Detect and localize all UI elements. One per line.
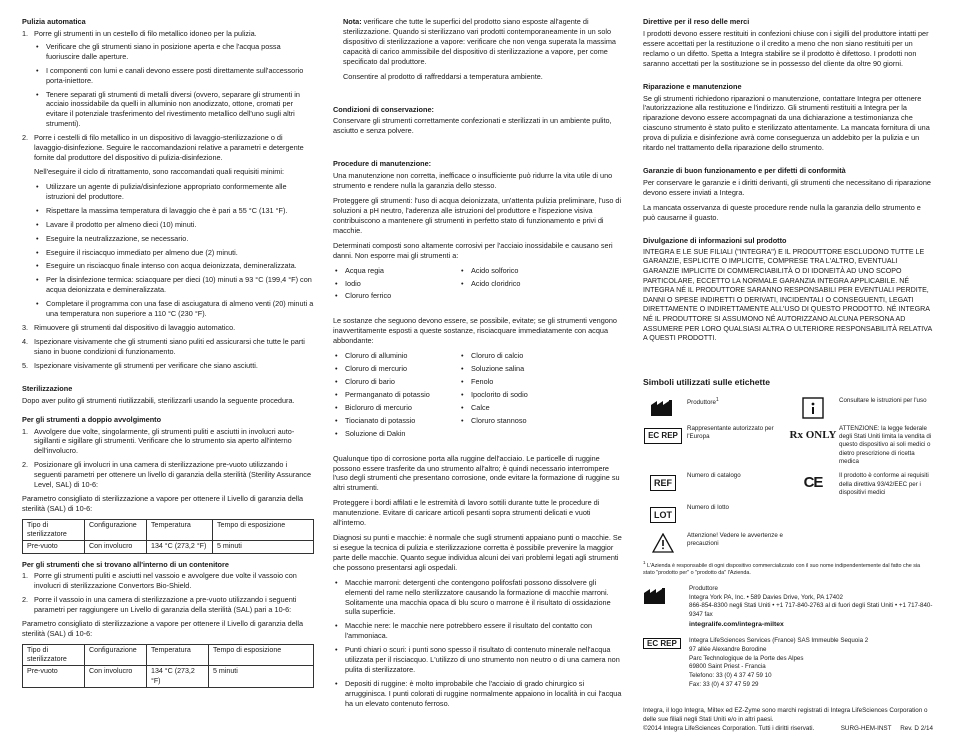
list-item: • Eseguire un risciacquo finale intenso con acqua deionizzata, demineralizzata. (34, 261, 314, 271)
storage-text: Conservare gli strumenti correttamente confezionati e sterilizzati in un ambiente pulito, asciutto e senza polvere. (333, 116, 612, 136)
footer (643, 707, 933, 733)
list-item: • Acido solforico (459, 266, 623, 276)
ec-rep-icon: EC REP (643, 637, 683, 689)
table-cell: Pre-vuoto (23, 541, 85, 553)
list-item: • Punti chiari o scuri: i punti sono spesso il risultato di contenuto minerale nell'acqua utilizzata per il risciacquo. L'utilizzo di uno strumento non neutro o di una camera non pulita di sterilizzatore. (333, 645, 623, 675)
substances-list (333, 351, 623, 441)
heading-double-wrap: Per gli strumenti a doppio avvolgimento (22, 414, 162, 424)
trademark-notice: Integra, il logo Integra, Miltex ed EZ-Zyme sono marchi registrati di Integra LifeSciences Corporation o delle sue filiali negli Stati Uniti e/o in altri paesi. (643, 707, 928, 723)
ref-icon: REF (643, 472, 683, 494)
list-item: • Tenere separati gli strumenti di metalli diversi (ovvero, separare gli strumenti in acciaio inossidabile da quelli in alluminio non anodizzato, ottone, cromati per evitare il potenziale trasferimento del rivestimento metallico dell'uno sugli altri strumenti). (34, 90, 314, 130)
list-item: • Cloruro di bario (333, 377, 449, 387)
corrosive-list (333, 266, 623, 305)
ec-rep-icon: EC REP (643, 425, 683, 447)
table-header-row (23, 644, 314, 665)
list-item: • Per la disinfezione termica: sciacquare per dieci (10) minuti a 93 °C (199,4 °F) con acqua deionizzata e demineralizzata. (34, 275, 314, 295)
step-1: 1. Avvolgere due volte, singolarmente, gli strumenti puliti e asciutti in involucri auto-sigillanti e sigillare gli strumenti. Verificare che lo strumento sia aperto all'interno dell'involucro. (22, 426, 295, 456)
copyright: ©2014 Integra LifeSciences Corporation. Tutti i diritti riservati. (643, 724, 815, 732)
container-steps (22, 571, 314, 615)
heading-container: Per gli strumenti che si trovano all'interno di un contenitore (22, 559, 229, 569)
heading-sterilization: Sterilizzazione (22, 383, 73, 393)
heading-returns: Direttive per il reso delle merci (643, 17, 750, 26)
heading-auto-cleaning: Pulizia automatica (22, 17, 86, 26)
list-item: • Iodio (333, 279, 449, 289)
symbols-title: Simboli utilizzati sulle etichette (643, 377, 771, 387)
step-1-bullets (34, 42, 314, 129)
maintenance-text-1: Una manutenzione non corretta, inefficace o insufficiente può ridurre la vita utile di uno strumento e rendere nulla la garanzia dello stesso. (333, 171, 613, 191)
manufacturer-icon (643, 397, 683, 419)
disclosure-text: INTEGRA E LE SUE FILIALI ("INTEGRA") E IL PRODUTTORE ESCLUDONO TUTTE LE GARANZIE, ESPLICITE O IMPLICITE, COMPRESE TRA L'ALTRO, EVENTUALI GARANZIE IMPLICITE DI COMMERCIABILITÀ O DI IDONEITÀ AD UNO SCOPO PARTICOLARE, ECCETTO LA NORMALE GARANZIA INTEGRA APPLICABILE. NÉ INTEGRA NÉ IL PRODUTTORE SARANNO RESPONSABILI PER EVENTUALI PERDITE, DANNI O SPESE INDIRETTI O DERIVATI, INCIDENTALI O CONSEGUENTI, LEGATI DIRETTAMENTE O INDIRETTAMENTE ALL'USO DI QUESTO PRODOTTO. NÉ INTEGRA NÉ IL PRODUTTORE SI ASSUMONO NÉ AUTORIZZANO ALCUNA PERSONA AD ASSUMERE PER LORO QUALSIASI ALTRA O ULTERIORE RESPONSABILITÀ RELATIVA A QUESTI PRODOTTI. (643, 247, 932, 343)
table-header: Tipo di sterilizzatore (23, 519, 85, 540)
param-note-2: Parametro consigliato di sterilizzazione a vapore per ottenere il Livello di garanzia della sterilità (SAL) di 10-6: (22, 619, 304, 639)
list-item: • Lavare il prodotto per almeno dieci (10) minuti. (34, 220, 314, 230)
rx-only-icon: Rx ONLY (789, 429, 837, 442)
ec-rep-block: EC REP Integra LifeSciences Services (France) SAS Immeuble Sequoia 2 97 allée Alexandre Borodine Parc Technologique de la Porte des Alpes 69800 Saint Priest - Francia Telefono: 33 (0) 4 37 47 59 10 Fax: 33 (0) 4 37 47 59 29 (643, 637, 933, 689)
sterilization-table-2 (22, 644, 314, 688)
lot-icon: LOT (643, 504, 683, 526)
table-cell: Con involucro (85, 541, 147, 553)
note-paragraph: Nota: verificare che tutte le superfici del prodotto siano esposte all'agente di sterilizzazione. Quando si sterilizzano vari prodotti contemporaneamente in un solo dispositivo di sterilizzazione a vapore: verificare che non venga superata la massima capacità di carico ammissibile del dispositivo di sterilizzazione a vapore, per come specificato dal produttore. (343, 17, 616, 66)
table-cell: 5 minuti (213, 541, 314, 553)
list-item: • Bicloruro di mercurio (333, 403, 449, 413)
step-3: 3. Rimuovere gli strumenti dal dispositivo di lavaggio automatico. (22, 323, 236, 333)
instructions-icon (791, 397, 835, 419)
step-2: 2. Posizionare gli involucri in una camera di sterilizzazione pre-vuoto utilizzando i seguenti parametri per ottenere un livello di garanzia della sterilità (Sterility Assurance Level, SAL) di 10-6: (22, 460, 312, 490)
table-header: Tipo di sterilizzatore (23, 644, 85, 665)
maintenance-text-2: Proteggere gli strumenti: l'uso di acqua deionizzata, un'attenta pulizia preliminare, l'uso di soluzioni a pH neutro, l'aderenza alle istruzioni del produttore e l'ispezione visiva contribuiscono a mantenere gli strumenti in perfetto stato di funzionamento e privi di macchie. (333, 196, 622, 235)
rust-text-3: Diagnosi su punti e macchie: è normale che sugli strumenti appaiano punti o macchie. Se si esegue la tecnica di pulizia e sterilizzazione corretta è possibile prevenire la maggior parte delle macchie. Quanto segue individua alcuni dei vari problemi legati agli strumenti che possono presentarsi agli ospedali. (333, 533, 622, 572)
list-item: • Depositi di ruggine: è molto improbabile che l'acciaio di grado chirurgico si arrugginisca. I punti colorati di ruggine normalmente appaiono in località in cui l'acqua ha un elevato contenuto ferroso. (333, 679, 623, 709)
list-item: • Fenolo (459, 377, 623, 387)
repair-text: Se gli strumenti richiedono riparazioni o manutenzione, contattare Integra per ottenere l'autorizzazione alla restituzione e l'indirizzo. Gli strumenti restituiti a Integra per la riparazione devono essere accompagnati da una dichiarazione a testimonianza che ciascuno strumento è stato pulito e sterilizzato attentamente. La mancata fornitura di una prova di pulizia e disinfezione avrà come conseguenza un addebito per la pulizia e un ritardo nel trattamento della riparazione dello strumento. (643, 93, 930, 153)
ce-label: Il prodotto è conforme ai requisiti della direttiva 93/42/EEC per i dispositivi medici (839, 472, 929, 497)
heading-storage: Condizioni di conservazione: (333, 104, 434, 114)
table-header: Configurazione (85, 519, 147, 540)
list-item: • Soluzione di Dakin (333, 429, 449, 439)
list-item: • Cloruro di calcio (459, 351, 623, 361)
requirements-intro: Nell'eseguire il ciclo di ritrattamento, sono raccomandati quali requisiti minimi: (34, 166, 284, 176)
heading-repair: Riparazione e manutenzione (643, 81, 742, 91)
spots-list (333, 578, 623, 709)
rust-text-1: Qualunque tipo di corrosione porta alla ruggine dell'acciaio. Le particelle di ruggine possono essere trasferite da uno strumento all'altro; è quindi necessario interrompere l'uso degli strumenti che presentano corrosione, onde evitare la formazione di ruggine su altri strumenti. (333, 453, 620, 493)
double-wrap-steps (22, 427, 314, 491)
param-note: Parametro consigliato di sterilizzazione a vapore per ottenere il Livello di garanzia della sterilità (SAL) di 10-6: (22, 494, 304, 513)
list-item: • Tiocianato di potassio (333, 416, 449, 426)
column-middle (333, 17, 623, 713)
list-item: • Permanganato di potassio (333, 390, 449, 400)
list-item: • Macchie marroni: detergenti che contengono polifosfati possono dissolvere gli elementi del rame nello sterilizzatore causando la formazione di macchie marroni. Solitamente una macchia opaca di blu scuro o marrone è il risultato di ossidazione sulla superficie. (333, 578, 623, 618)
list-item: • Cloruro di alluminio (333, 351, 449, 361)
list-item: • Ipoclorito di sodio (459, 390, 623, 400)
list-item: • Soluzione salina (459, 364, 623, 374)
table-row (23, 541, 314, 553)
list-item: • Verificare che gli strumenti siano in posizione aperta e che l'acqua possa fuoriuscire dalle aperture. (34, 42, 314, 62)
column-right (643, 17, 933, 734)
table-cell: 134 °C (273,2 °F) (147, 666, 209, 687)
table-cell: Con involucro (85, 666, 147, 687)
warning-label: Attenzione! Vedere le avvertenze e precauzioni (687, 531, 783, 547)
sterilization-intro: Dopo aver pulito gli strumenti riutilizzabili, sterilizzarli usando la seguente procedura. (22, 395, 295, 405)
table-header: Tempo di esposizione (209, 644, 314, 665)
list-item: • Eseguire il risciacquo immediato per almeno due (2) minuti. (34, 248, 314, 258)
step-5: 5. Ispezionare visivamente gli strumenti per verificare che siano asciutti. (22, 360, 258, 370)
list-item: • Completare il programma con una fase di asciugatura di almeno venti (20) minuti a una temperatura non superiore a 110 °C (230 °F). (34, 299, 314, 319)
warning-icon (643, 532, 683, 554)
manufacturer-icon (643, 585, 683, 629)
table-header: Tempo di esposizione (213, 519, 314, 540)
rust-text-2: Proteggere i bordi affilati e le estremità di lavoro sottili durante tutte le procedure di manutenzione. Evitare di caricare articoli pesanti sopra strumenti delicati e vuoti all'interno. (333, 498, 600, 528)
auto-cleaning-steps (22, 29, 314, 371)
list-item: • Cloruro stannoso (459, 416, 623, 426)
step-2: 2. Porre il vassoio in una camera di sterilizzazione a pre-vuoto utilizzando i seguenti parametri per raggiungere un Livello di garanzia della sterilità (SAL) pari a 10-6: (22, 595, 297, 615)
symbols-grid (643, 397, 933, 554)
list-item: • Macchie nere: le macchie nere potrebbero essere il risultato del contatto con l'ammoniaca. (333, 621, 623, 641)
maintenance-text-3: Determinati composti sono altamente corrosivi per l'acciaio inossidabile e causano seri danni. Non esporre mai gli strumenti a: (333, 240, 613, 260)
ec-rep-label: Rappresentante autorizzato per l'Europa (687, 424, 774, 441)
list-item: • Acido cloridrico (459, 279, 623, 289)
table-header: Temperatura (147, 519, 213, 540)
table-cell: 5 minuti (209, 666, 314, 687)
table-cell: 134 °C (273,2 °F) (147, 541, 213, 553)
list-item: • Utilizzare un agente di pulizia/disinfezione appropriato conformemente alle istruzioni del produttore. (34, 182, 314, 202)
ce-mark-icon: CE (803, 474, 823, 492)
ref-label: Numero di catalogo (687, 472, 741, 480)
step-1: 1. Porre gli strumenti puliti e asciutti nel vassoio e avvolgere due volte il vassoio con involucri di sterilizzazione Convertors Bio-Shield. (22, 571, 297, 591)
cool-paragraph: Consentire al prodotto di raffreddarsi a temperatura ambiente. (343, 71, 543, 81)
heading-warranty: Garanzie di buon funzionamento e per difetti di conformità (643, 166, 846, 176)
table-header: Temperatura (147, 644, 209, 665)
list-item: • I componenti con lumi e canali devono essere posti direttamente sull'accessorio porta-iniettore. (34, 66, 314, 86)
rx-only-label: ATTENZIONE: la legge federale degli Stati Uniti limita la vendita di questo dispositivo ai soli medici o dietro prescrizione di ricetta medica (839, 424, 932, 466)
step-4: 4. Ispezionare visivamente che gli strumenti siano puliti ed assicurarsi che tutte le parti siano in buone condizioni di funzionamento. (22, 336, 305, 356)
returns-text: I prodotti devono essere restituiti in confezioni chiuse con i sigilli del produttore intatti per essere accettati per la restituzione o il credito a meno che non siano restituiti per un reclamo o un difetto. Spetta a Integra stabilire se il prodotto è difettoso. I prodotti non saranno accettati per la sostituzione se in possesso del cliente da oltre 90 giorni. (643, 28, 929, 68)
table-cell: Pre-vuoto (23, 666, 85, 687)
step-2: 2. Porre i cestelli di filo metallico in un dispositivo di lavaggio-sterilizzazione o di lavaggio-disinfezione. Seguire le raccomandazioni relative a parametri e detergente fornite dal produttore del dispositivo di pulizia-disinfezione. Nell'eseguire il ciclo di ritrattamento, sono raccomandati quali requisiti minimi: • Utilizzare un agente di pulizia/disinfezione appropriato conformemente alle istruzioni del produttore. • Rispettare la massima temperatura di lavaggio che è pari a 55 °C (131 °F). • Lavare il prodotto per almeno dieci (10) minuti. • Eseguire la neutralizzazione, se necessario. • Eseguire il risciacquo immediato per almeno due (2) minuti. • Eseguire un risciacquo finale intenso con acqua deionizzata, demineralizzata. • Per la disinfezione termica: sciacquare per dieci (10) minuti a 93 °C (199,4 °F) con acqua deionizzata e demineralizzata. • Completare il programma con una fase di asciugatura di almeno venti (20) minuti a una temperatura non superiore a 110 °C (230 °F). (22, 133, 314, 319)
sterilization-table (22, 519, 314, 554)
step-2-bullets (34, 182, 314, 319)
list-item: • Cloruro di mercurio (333, 364, 449, 374)
list-item: • Calce (459, 403, 623, 413)
substances-intro: Le sostanze che seguono devono essere, se possibile, evitate; se gli strumenti vengono inavvertitamente esposti a queste sostanze, risciacquare immediatamente con acqua abbondante: (333, 316, 617, 346)
warranty-text-1: Per conservare le garanzie e i diritti derivanti, gli strumenti che necessitano di riparazione devono essere inviati a Integra. (643, 177, 931, 197)
heading-maintenance: Procedure di manutenzione: (333, 159, 432, 169)
list-item: • Rispettare la massima temperatura di lavaggio che è pari a 55 °C (131 °F). (34, 206, 314, 216)
list-item: • Cloruro ferrico (333, 291, 449, 301)
heading-disclosure: Divulgazione di informazioni sul prodotto (643, 235, 787, 245)
list-item: • Acqua regia (333, 266, 449, 276)
list-item: • Eseguire la neutralizzazione, se necessario. (34, 234, 314, 244)
note-block (333, 17, 623, 82)
table-header: Configurazione (85, 644, 147, 665)
manufacturer-block: Produttore Integra York PA, Inc. • 589 Davies Drive, York, PA 17402 866-854-8300 negli Stati Uniti • +1 717-840-2763 al di fuori degli Stati Uniti • +1 717-840-9347 fax integralife.com/integra-miltex (643, 585, 933, 629)
website-link[interactable]: integralife.com/integra-miltex (689, 620, 784, 628)
step-1: 1. Porre gli strumenti in un cestello di filo metallico idoneo per la pulizia. • Verificare che gli strumenti siano in posizione aperta e che l'acqua possa fuoriuscire dalle aperture. • I componenti con lumi e canali devono essere posti direttamente sull'accessorio porta-iniettore. • Tenere separati gli strumenti di metalli diversi (ovvero, separare gli strumenti in acciaio inossidabile da quelli in alluminio non anodizzato, ottone, cromati per evitare il potenziale trasferimento del rivestimento metallico dell'uno sugli altri strumenti). (22, 29, 314, 129)
footnote: $^1$ L'Azienda è responsabile di ogni dispositivo commercializzato con il suo nome indipendentemente dal fatto che sia stato "prodotto per" o "prodotto da" l'Azienda. (643, 559, 921, 576)
manufacturer-label: Produttore$^1$ (687, 396, 719, 406)
doc-code: SURG-HEM-INST Rev. D 2/14 (840, 724, 933, 732)
instructions-label: Consultare le istruzioni per l'uso (839, 396, 927, 404)
lot-label: Numero di lotto (687, 503, 729, 511)
column-left (22, 17, 314, 694)
table-header-row (23, 519, 314, 540)
warranty-text-2: La mancata osservanza di queste procedure rende nulla la garanzia dello strumento e può causarne il guasto. (643, 202, 921, 222)
table-row (23, 666, 314, 687)
